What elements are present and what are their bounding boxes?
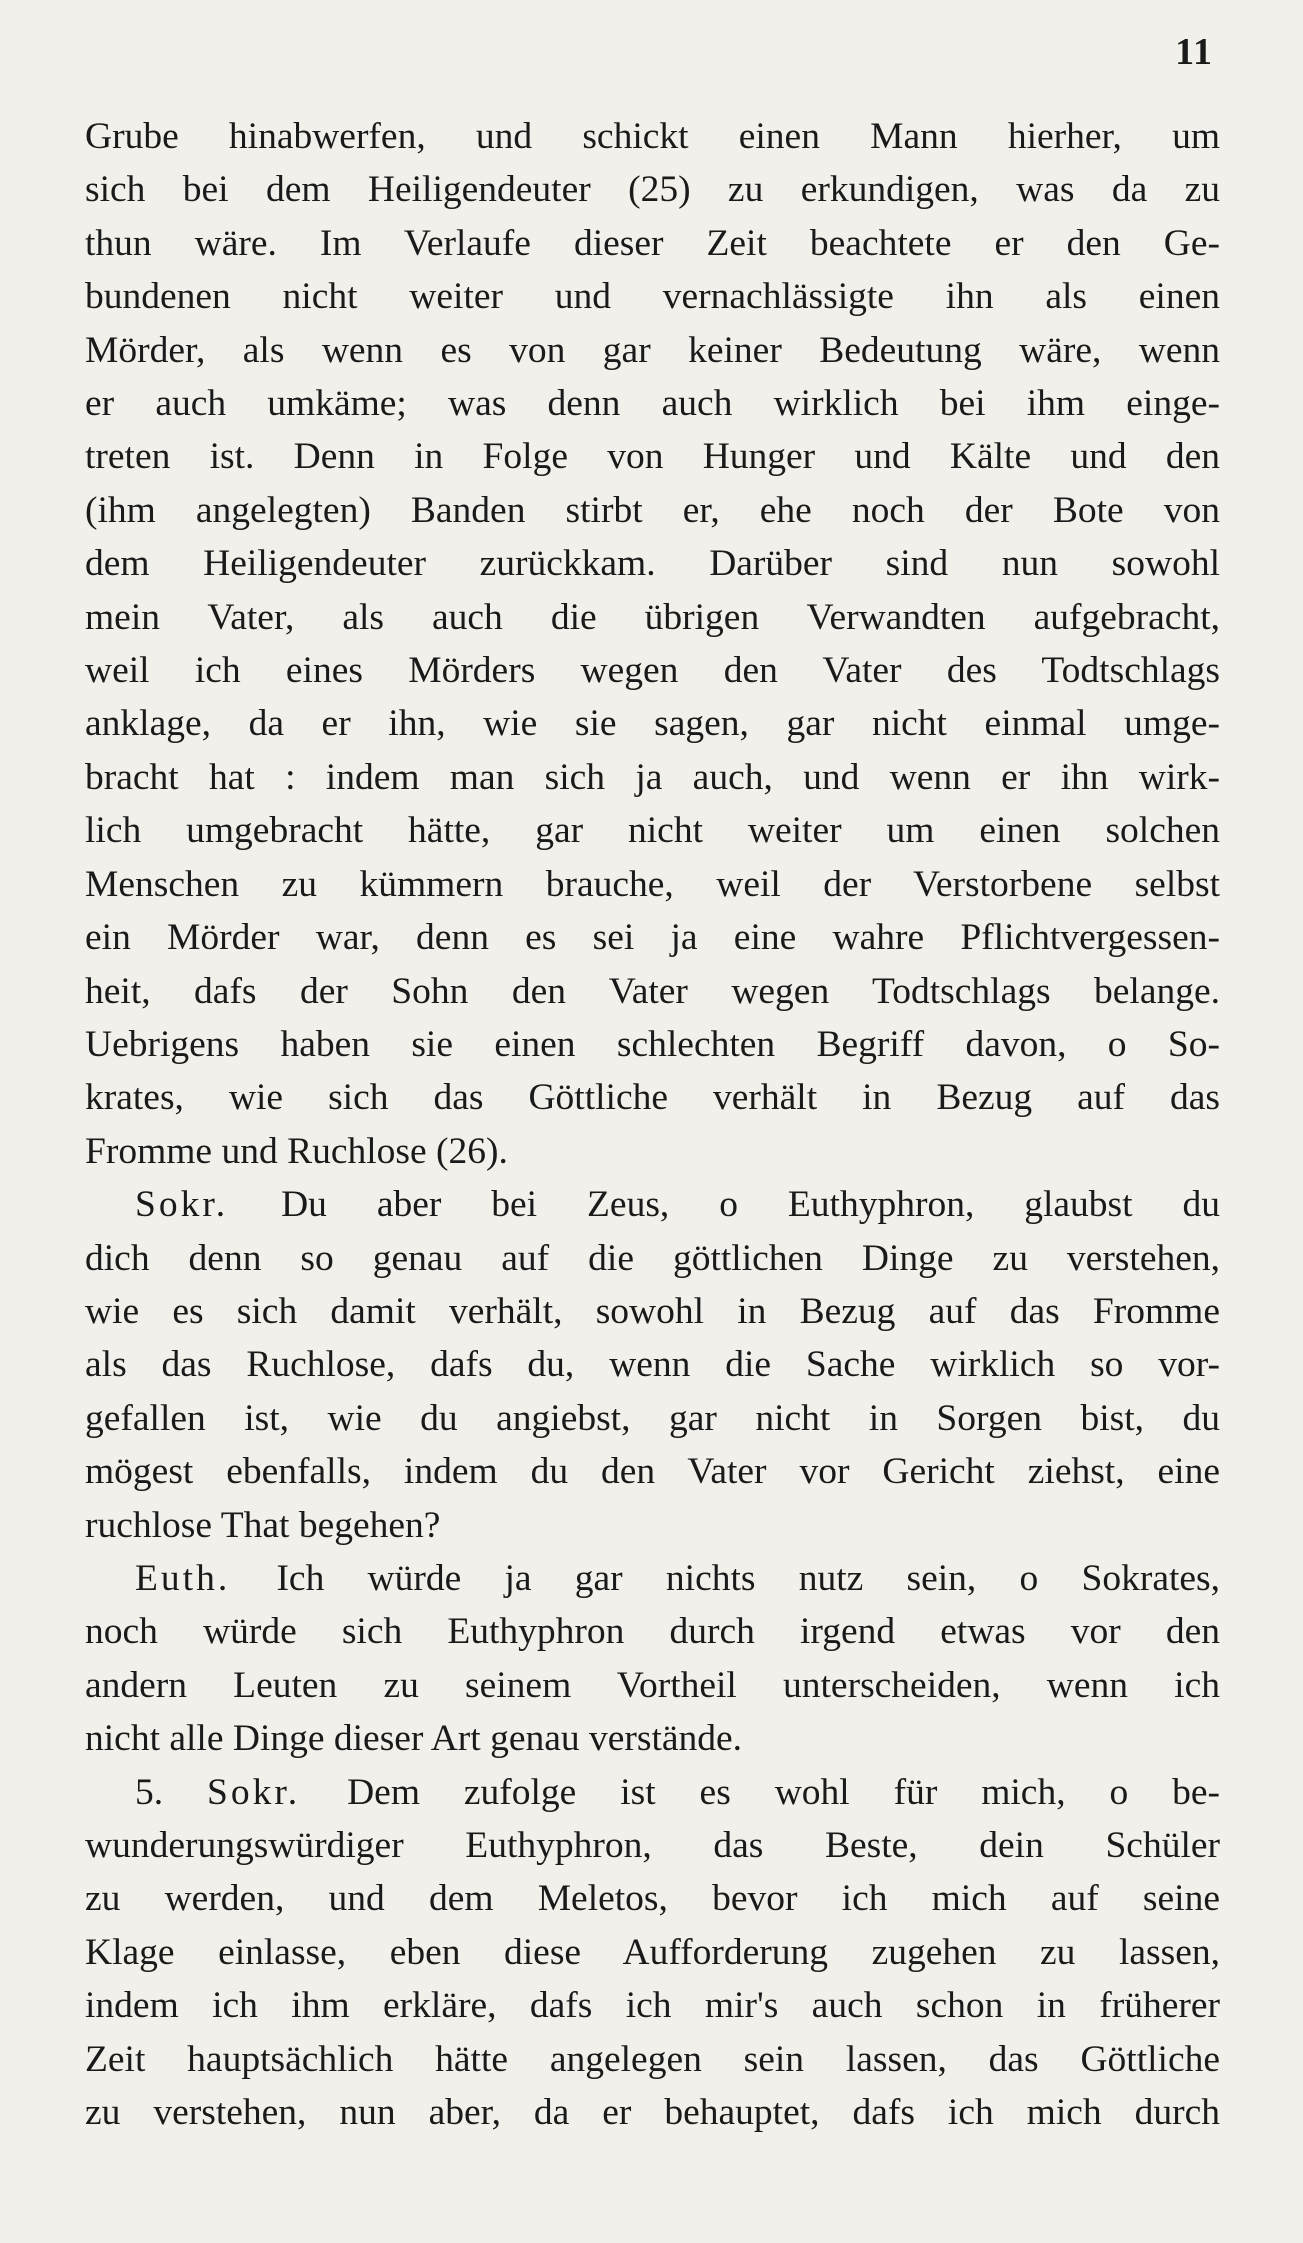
line-text: sich bei dem Heiligendeuter (25) zu erkundigen, was da zu [85, 169, 1220, 211]
text-line [85, 697, 1220, 750]
text-line [85, 1445, 1220, 1498]
text-line [85, 1766, 1220, 1819]
text-line [85, 377, 1220, 430]
text-line [85, 911, 1220, 964]
text-line [85, 270, 1220, 323]
text-line [85, 1285, 1220, 1338]
text-line [85, 1338, 1220, 1391]
text-line [85, 965, 1220, 1018]
line-text: er auch umkäme; was denn auch wirklich bei ihm einge- [85, 383, 1220, 425]
text-line [85, 1926, 1220, 1979]
text-line [85, 1392, 1220, 1445]
line-text: weil ich eines Mörders wegen den Vater des Todtschlags [85, 650, 1220, 692]
line-text: andern Leuten zu seinem Vortheil unterscheiden, wenn ich [85, 1664, 1220, 1706]
line-text: bracht hat : indem man sich ja auch, und wenn er ihn wirk- [85, 756, 1220, 798]
text-line [85, 2086, 1220, 2139]
line-text: bundenen nicht weiter und vernachlässigte ihn als einen [85, 276, 1220, 318]
line-text: ein Mörder war, denn es sei ja eine wahre Pflichtvergessen- [85, 917, 1220, 959]
text-line [85, 1979, 1220, 2032]
text-line [85, 537, 1220, 590]
line-text: zu verstehen, nun aber, da er behauptet, dafs ich mich durch [85, 2092, 1220, 2134]
section-number: 5. [135, 1771, 208, 1813]
text-line [85, 1712, 1220, 1765]
speaker-label: Sokr. [135, 1184, 282, 1226]
speaker-label: Sokr. [207, 1771, 348, 1813]
line-text: als das Ruchlose, dafs du, wenn die Sache wirklich so vor- [85, 1344, 1220, 1386]
text-line [85, 1178, 1220, 1231]
text-line [85, 430, 1220, 483]
line-text: Fromme und Ruchlose (26). [85, 1130, 508, 1172]
text-line [85, 591, 1220, 644]
text-line [85, 110, 1220, 163]
line-text: dem Heiligendeuter zurückkam. Darüber sind nun sowohl [85, 543, 1220, 585]
text-line [85, 484, 1220, 537]
page-number: 11 [1175, 31, 1213, 73]
line-text: mein Vater, als auch die übrigen Verwandten aufgebracht, [85, 596, 1220, 638]
line-text: Menschen zu kümmern brauche, weil der Verstorbene selbst [85, 863, 1220, 905]
text-line [85, 1125, 1220, 1178]
speaker-label: Euth. [135, 1557, 277, 1599]
text-line [85, 804, 1220, 857]
text-line [85, 2033, 1220, 2086]
text-line [85, 751, 1220, 804]
text-line [85, 1552, 1220, 1605]
line-text: krates, wie sich das Göttliche verhält in Bezug auf das [85, 1077, 1220, 1119]
line-text: Uebrigens haben sie einen schlechten Begriff davon, o So- [85, 1023, 1220, 1065]
text-line [85, 1872, 1220, 1925]
line-text: wie es sich damit verhält, sowohl in Bezug auf das Fromme [85, 1290, 1220, 1332]
text-line [85, 1499, 1220, 1552]
text-line [85, 858, 1220, 911]
text-line [85, 1071, 1220, 1124]
line-text: lich umgebracht hätte, gar nicht weiter um einen solchen [85, 810, 1220, 852]
line-text: Zeit hauptsächlich hätte angelegen sein lassen, das Göttliche [85, 2038, 1220, 2080]
text-line [85, 1605, 1220, 1658]
line-text: treten ist. Denn in Folge von Hunger und Kälte und den [85, 436, 1220, 478]
line-text: Du aber bei Zeus, o Euthyphron, glaubst du [281, 1184, 1220, 1226]
line-text: heit, dafs der Sohn den Vater wegen Todtschlags belange. [85, 970, 1220, 1012]
line-text: nicht alle Dinge dieser Art genau verstände. [85, 1718, 743, 1760]
line-text: Grube hinabwerfen, und schickt einen Mann hierher, um [85, 116, 1220, 157]
text-line [85, 1819, 1220, 1872]
line-text: anklage, da er ihn, wie sie sagen, gar nicht einmal umge- [85, 703, 1220, 745]
line-text: ruchlose That begehen? [85, 1504, 441, 1546]
line-text: Mörder, als wenn es von gar keiner Bedeutung wäre, wenn [85, 329, 1220, 371]
line-text: dich denn so genau auf die göttlichen Dinge zu verstehen, [85, 1237, 1220, 1279]
line-text: Ich würde ja gar nichts nutz sein, o Sokrates, [276, 1557, 1221, 1599]
text-line [85, 324, 1220, 377]
line-text: thun wäre. Im Verlaufe dieser Zeit beachtete er den Ge- [85, 222, 1220, 264]
line-text: Klage einlasse, eben diese Aufforderung zugehen zu lassen, [85, 1931, 1220, 1973]
line-text: indem ich ihm erkläre, dafs ich mir's auch schon in früherer [85, 1985, 1220, 2027]
line-text: (ihm angelegten) Banden stirbt er, ehe noch der Bote von [85, 489, 1220, 531]
line-text: gefallen ist, wie du angiebst, gar nicht in Sorgen bist, du [85, 1397, 1220, 1439]
line-text: wunderungswürdiger Euthyphron, das Beste, dein Schüler [85, 1825, 1220, 1866]
text-line [85, 163, 1220, 216]
line-text: zu werden, und dem Meletos, bevor ich mich auf seine [85, 1878, 1220, 1920]
text-line [85, 1232, 1220, 1285]
text-line [85, 644, 1220, 697]
line-text: Dem zufolge ist es wohl für mich, o be- [347, 1771, 1221, 1813]
line-text: mögest ebenfalls, indem du den Vater vor Gericht ziehst, eine [85, 1451, 1220, 1493]
text-line [85, 217, 1220, 270]
text-line [85, 1018, 1220, 1071]
text-line [85, 1659, 1220, 1712]
line-text: noch würde sich Euthyphron durch irgend etwas vor den [85, 1611, 1220, 1653]
body-text [85, 110, 1220, 2139]
